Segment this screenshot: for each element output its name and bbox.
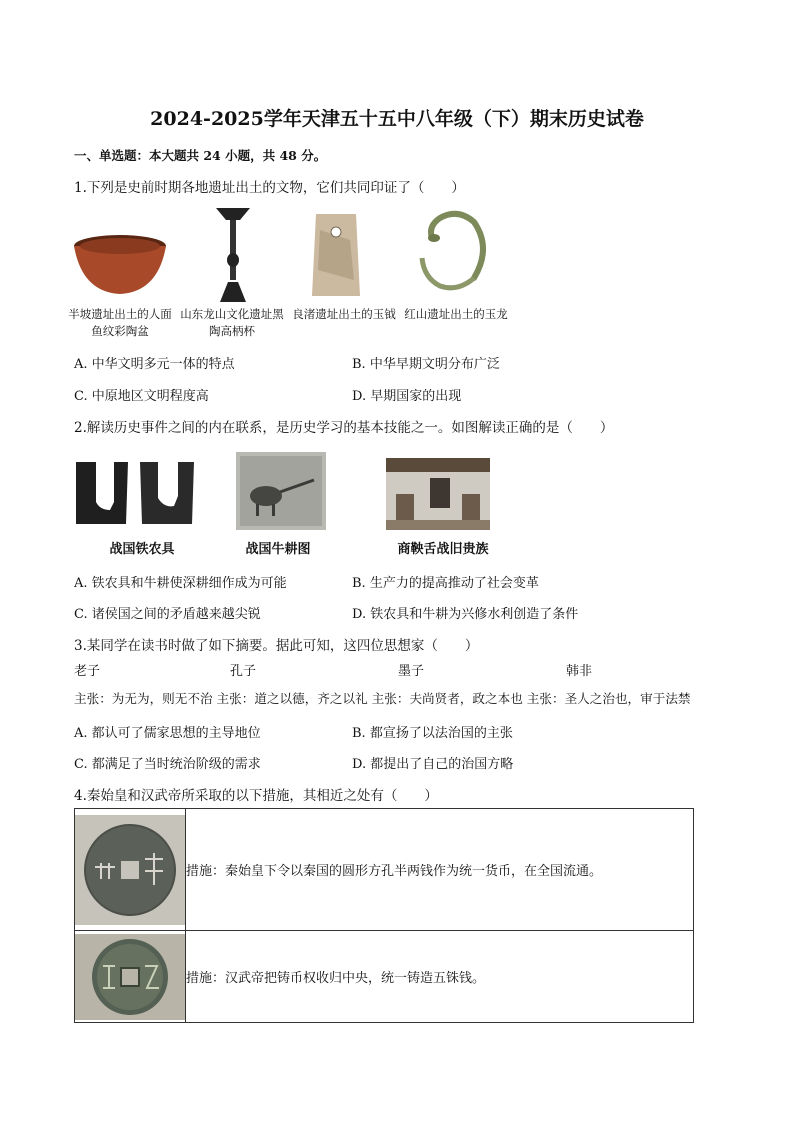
q1-caption-1: 半坡遗址出土的人面鱼纹彩陶盆 [68, 307, 172, 338]
q3-stem: 3.某同学在读书时做了如下摘要。据此可知，这四位思想家（ ） [74, 638, 479, 654]
q2-option-b[interactable]: B. 生产力的提高推动了社会变革 [352, 576, 539, 591]
iron-farm-tools-image [74, 458, 196, 528]
ox-plowing-image [236, 452, 326, 530]
q2-caption-1: 战国铁农具 [109, 542, 175, 557]
wuzhu-coin-image [75, 934, 185, 1020]
q1-caption-3: 良渚遗址出土的玉钺 [292, 307, 396, 321]
q3-name-kongzi: 孔子 [230, 664, 257, 679]
q3-option-d[interactable]: D. 都提出了自己的治国方略 [352, 757, 514, 772]
section-heading: 一、单选题：本大题共 24 小题，共 48 分。 [74, 148, 327, 163]
q2-option-a[interactable]: A. 铁农具和牛耕使深耕细作成为可能 [74, 576, 287, 591]
q1-stem: 1.下列是史前时期各地遗址出土的文物，它们共同印证了（ ） [74, 180, 465, 196]
q4-row-1-text: 措施：秦始皇下令以秦国的圆形方孔半两钱作为统一货币，在全国流通。 [186, 809, 694, 931]
wuzhu-coin-cell [75, 931, 186, 1023]
q3-name-mozi: 墨子 [398, 664, 425, 679]
q1-caption-4: 红山遗址出土的玉龙 [404, 307, 508, 321]
jade-dragon-image [418, 208, 492, 292]
q2-option-d[interactable]: D. 铁农具和牛耕为兴修水利创造了条件 [352, 607, 579, 622]
painted-pottery-basin-image [72, 232, 168, 298]
banliang-coin-cell [75, 809, 186, 931]
page-title: 2024-2025学年天津五十五中八年级（下）期末历史试卷 [150, 108, 644, 130]
q2-caption-2: 战国牛耕图 [245, 542, 311, 557]
q4-row-2-text: 措施：汉武帝把铸币权收归中央，统一铸造五铢钱。 [186, 931, 694, 1023]
q4-stem: 4.秦始皇和汉武帝所采取的以下措施，其相近之处有（ ） [74, 788, 438, 804]
q3-option-c[interactable]: C. 都满足了当时统治阶级的需求 [74, 757, 261, 772]
q1-caption-2: 山东龙山文化遗址黑陶高柄杯 [180, 307, 284, 338]
q3-claims: 主张：为无为，则无不治 主张：道之以德，齐之以礼 主张：夫尚贤者，政之本也 主张：圣人之治也，审于法禁 [74, 691, 691, 706]
jade-axe-image [310, 210, 362, 300]
q2-caption-3: 商鞅舌战旧贵族 [397, 542, 489, 557]
q1-option-a[interactable]: A. 中华文明多元一体的特点 [74, 357, 235, 372]
q2-stem: 2.解读历史事件之间的内在联系，是历史学习的基本技能之一。如图解读正确的是（ ） [74, 420, 614, 436]
q3-name-hanfei: 韩非 [566, 664, 593, 679]
q4-table [74, 808, 694, 1023]
banliang-coin-image [75, 815, 185, 925]
q2-option-c[interactable]: C. 诸侯国之间的矛盾越来越尖锐 [74, 607, 261, 622]
q3-name-laozi: 老子 [74, 664, 101, 679]
q1-option-c[interactable]: C. 中原地区文明程度高 [74, 389, 209, 404]
q1-option-b[interactable]: B. 中华早期文明分布广泛 [352, 357, 500, 372]
black-pottery-cup-image [212, 206, 254, 304]
q4-row [75, 931, 694, 1023]
q3-option-a[interactable]: A. 都认可了儒家思想的主导地位 [74, 726, 261, 741]
q4-row [75, 809, 694, 931]
q1-option-d[interactable]: D. 早期国家的出现 [352, 389, 462, 404]
shang-yang-debate-image [386, 458, 490, 530]
q3-option-b[interactable]: B. 都宣扬了以法治国的主张 [352, 726, 513, 741]
